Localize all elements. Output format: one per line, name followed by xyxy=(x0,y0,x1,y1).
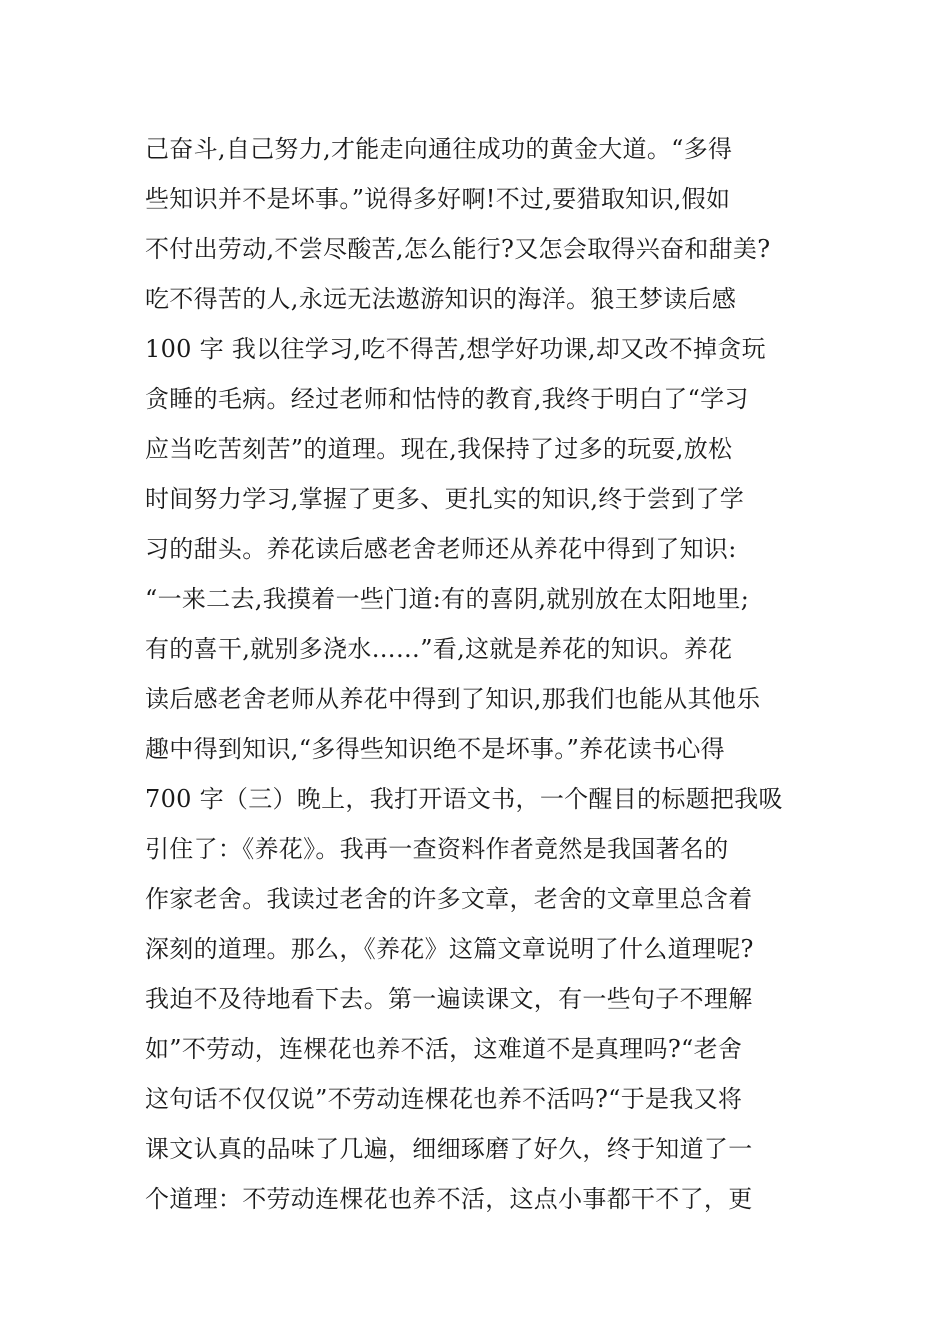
text-line: 引住了：《养花》。我再一查资料作者竟然是我国著名的 xyxy=(145,835,729,863)
text-line: 有的喜干,就别多浇水……”看,这就是养花的知识。养花 xyxy=(145,635,733,663)
text-line: 应当吃苦刻苦”的道理。现在,我保持了过多的玩耍,放松 xyxy=(145,435,733,463)
text-line: 趣中得到知识,“多得些知识绝不是坏事。”养花读书心得 xyxy=(145,735,725,763)
text-line: 700 字（三）晚上，我打开语文书，一个醒目的标题把我吸 xyxy=(145,785,783,813)
text-line: 深刻的道理。那么，《养花》这篇文章说明了什么道理呢? xyxy=(145,935,754,963)
text-line: 课文认真的品味了几遍，细细琢磨了好久，终于知道了一 xyxy=(145,1135,753,1163)
text-line: 吃不得苦的人,永远无法遨游知识的海洋。狼王梦读后感 xyxy=(145,285,737,313)
text-line: 时间努力学习,掌握了更多、更扎实的知识,终于尝到了学 xyxy=(145,485,745,513)
text-line: 作家老舍。我读过老舍的许多文章，老舍的文章里总含着 xyxy=(145,885,753,913)
text-line: 个道理：不劳动连棵花也养不活，这点小事都干不了，更 xyxy=(145,1185,753,1213)
text-line: 贪睡的毛病。经过老师和怙恃的教育,我终于明白了“学习 xyxy=(145,385,749,413)
body-text xyxy=(145,124,835,1224)
text-line: 不付出劳动,不尝尽酸苦,怎么能行?又怎会取得兴奋和甜美? xyxy=(145,235,771,263)
text-line: 读后感老舍老师从养花中得到了知识,那我们也能从其他乐 xyxy=(145,685,761,713)
text-line: 100 字 我以往学习,吃不得苦,想学好功课,却又改不掉贪玩 xyxy=(145,335,766,363)
text-line: “一来二去,我摸着一些门道:有的喜阴,就别放在太阳地里; xyxy=(145,585,750,613)
text-line: 己奋斗,自己努力,才能走向通往成功的黄金大道。“多得 xyxy=(145,135,733,163)
text-line: 习的甜头。养花读后感老舍老师还从养花中得到了知识: xyxy=(145,535,737,563)
text-line: 些知识并不是坏事。”说得多好啊!不过,要猎取知识,假如 xyxy=(145,185,731,213)
text-line: 我迫不及待地看下去。第一遍读课文，有一些句子不理解 xyxy=(145,985,753,1013)
text-line: 这句话不仅仅说”不劳动连棵花也养不活吗?“于是我又将 xyxy=(145,1085,743,1113)
text-line: 如”不劳动，连棵花也养不活，这难道不是真理吗?“老舍 xyxy=(145,1035,743,1063)
